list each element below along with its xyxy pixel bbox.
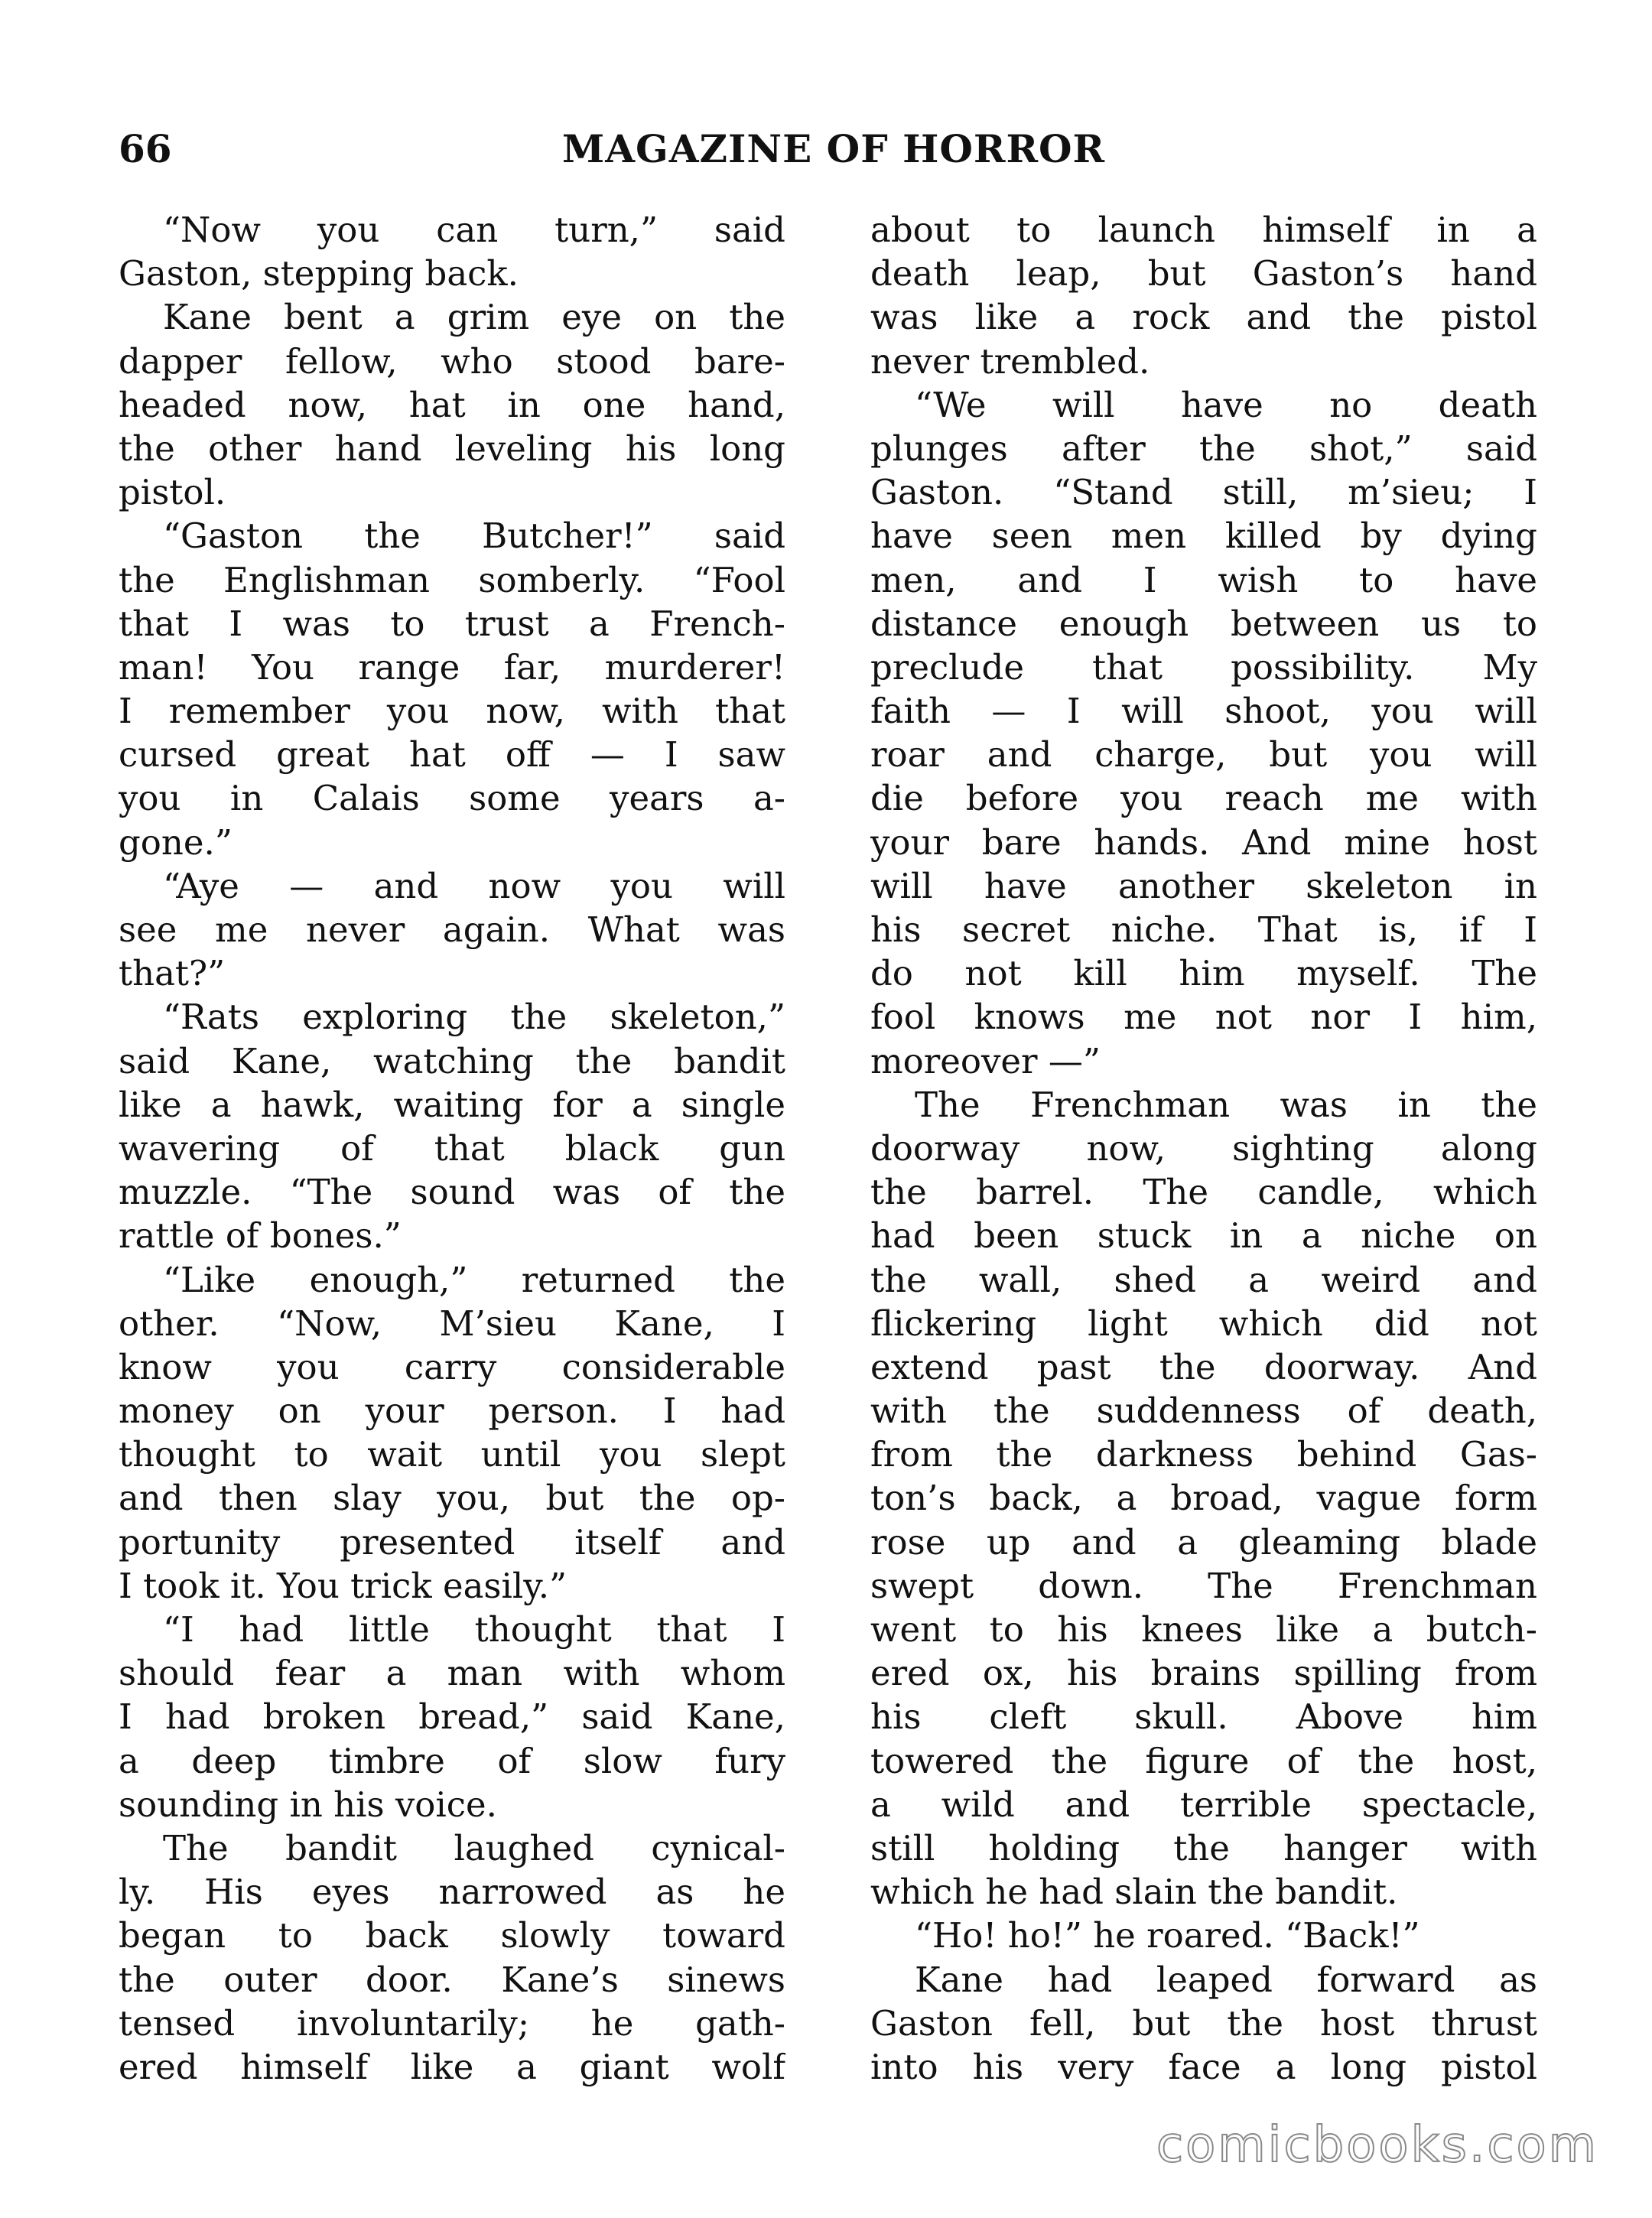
text-line: fool knows me not nor I him,: [870, 997, 1537, 1038]
text-line: from the darkness behind Gas-: [870, 1434, 1537, 1475]
text-line: the barrel. The candle, which: [870, 1172, 1537, 1213]
text-line: towered the figure of the host,: [870, 1740, 1537, 1781]
text-line: muzzle. “The sound was of the: [119, 1172, 785, 1213]
text-line: Gaston. “Stand still, m’sieu; I: [870, 472, 1537, 513]
text-line: ly. His eyes narrowed as he: [119, 1872, 785, 1913]
text-line: into his very face a long pistol: [870, 2046, 1537, 2087]
text-line: moreover —”: [870, 1040, 1101, 1081]
text-line: like a hawk, waiting for a single: [119, 1084, 785, 1125]
text-line: had been stuck in a niche on: [870, 1215, 1537, 1257]
text-line: rattle of bones.”: [119, 1215, 402, 1257]
text-line: “Aye — and now you will: [163, 865, 785, 906]
text-line: I took it. You trick easily.”: [119, 1565, 567, 1606]
text-line: “Gaston the Butcher!” said: [163, 515, 785, 557]
text-line: said Kane, watching the bandit: [119, 1040, 785, 1081]
text-line: which he had slain the bandit.: [870, 1872, 1398, 1913]
text-line: faith — I will shoot, you will: [870, 691, 1537, 732]
text-line: pistol.: [119, 472, 226, 513]
text-line: ered himself like a giant wolf: [119, 2046, 785, 2087]
text-line: “Ho! ho!” he roared. “Back!”: [915, 1915, 1420, 1956]
text-line: will have another skeleton in: [870, 865, 1537, 906]
text-line: Gaston, stepping back.: [119, 253, 519, 294]
text-line: about to launch himself in a: [870, 210, 1537, 250]
text-line: the Englishman somberly. “Fool: [119, 559, 785, 600]
text-line: The Frenchman was in the: [915, 1084, 1537, 1125]
page-header: [119, 122, 1549, 176]
text-line: money on your person. I had: [119, 1390, 785, 1432]
page-number: 66: [119, 126, 172, 171]
text-line: and then slay you, but the op-: [119, 1478, 785, 1519]
text-line: flickering light which did not: [870, 1303, 1537, 1344]
text-line: wavering of that black gun: [119, 1127, 785, 1169]
text-line: doorway now, sighting along: [870, 1127, 1537, 1169]
text-line: tensed involuntarily; he gath-: [119, 2002, 785, 2044]
text-line: gone.”: [119, 821, 233, 863]
text-line: roar and charge, but you will: [870, 734, 1537, 776]
text-line: know you carry considerable: [119, 1346, 785, 1387]
text-line: rose up and a gleaming blade: [870, 1521, 1537, 1563]
text-line: should fear a man with whom: [119, 1653, 785, 1694]
text-line: see me never again. What was: [119, 909, 785, 950]
text-line: distance enough between us to: [870, 603, 1537, 644]
text-line: “Rats exploring the skeleton,”: [163, 997, 785, 1038]
text-line: with the suddenness of death,: [870, 1390, 1537, 1432]
text-line: you in Calais some years a-: [119, 778, 785, 819]
text-line: other. “Now, M’sieu Kane, I: [119, 1303, 785, 1344]
text-line: I remember you now, with that: [119, 691, 785, 732]
text-line: I had broken bread,” said Kane,: [119, 1696, 785, 1738]
text-line: Kane had leaped forward as: [915, 1959, 1537, 2000]
text-line: cursed great hat off — I saw: [119, 734, 785, 776]
text-line: “Like enough,” returned the: [163, 1259, 785, 1300]
text-line: went to his knees like a butch-: [870, 1609, 1537, 1650]
text-line: death leap, but Gaston’s hand: [870, 253, 1537, 294]
text-line: extend past the doorway. And: [870, 1346, 1537, 1387]
text-line: his secret niche. That is, if I: [870, 909, 1537, 950]
text-line: die before you reach me with: [870, 778, 1537, 819]
text-line: swept down. The Frenchman: [870, 1565, 1537, 1606]
text-line: thought to wait until you slept: [119, 1434, 785, 1475]
text-line: the wall, shed a weird and: [870, 1259, 1537, 1300]
text-line: began to back slowly toward: [119, 1915, 785, 1956]
text-line: portunity presented itself and: [119, 1521, 785, 1563]
text-line: still holding the hanger with: [870, 1827, 1537, 1868]
watermark-logo: comicbooks.com: [1156, 2117, 1598, 2174]
text-line: sounding in his voice.: [119, 1784, 497, 1825]
text-line: that I was to trust a French-: [119, 603, 785, 644]
text-line: the other hand leveling his long: [119, 428, 785, 469]
text-line: ton’s back, a broad, vague form: [870, 1478, 1537, 1519]
text-line: preclude that possibility. My: [870, 646, 1537, 688]
text-line: never trembled.: [870, 340, 1150, 382]
text-line: ered ox, his brains spilling from: [870, 1653, 1537, 1694]
text-line: “Now you can turn,” said: [163, 210, 785, 250]
text-line: Kane bent a grim eye on the: [163, 297, 785, 338]
text-line: man! You range far, murderer!: [119, 646, 785, 688]
text-line: his cleft skull. Above him: [870, 1696, 1537, 1738]
text-line: The bandit laughed cynical-: [163, 1827, 785, 1868]
text-line: a deep timbre of slow fury: [119, 1740, 785, 1781]
running-head-title: MAGAZINE OF HORROR: [561, 126, 1106, 171]
text-line: plunges after the shot,” said: [870, 428, 1537, 469]
text-column-right: [870, 208, 1537, 2089]
text-line: “I had little thought that I: [163, 1609, 785, 1650]
text-line: the outer door. Kane’s sinews: [119, 1959, 785, 2000]
text-line: that?”: [119, 953, 226, 994]
text-line: men, and I wish to have: [870, 559, 1537, 600]
text-line: a wild and terrible spectacle,: [870, 1784, 1537, 1825]
text-line: headed now, hat in one hand,: [119, 384, 785, 425]
text-line: was like a rock and the pistol: [870, 297, 1537, 338]
text-line: have seen men killed by dying: [870, 515, 1537, 557]
text-line: “We will have no death: [915, 384, 1537, 425]
text-line: your bare hands. And mine host: [870, 821, 1537, 863]
text-column-left: [119, 208, 785, 2089]
text-line: Gaston fell, but the host thrust: [870, 2002, 1537, 2044]
text-line: do not kill him myself. The: [870, 953, 1537, 994]
text-line: dapper fellow, who stood bare-: [119, 340, 785, 382]
